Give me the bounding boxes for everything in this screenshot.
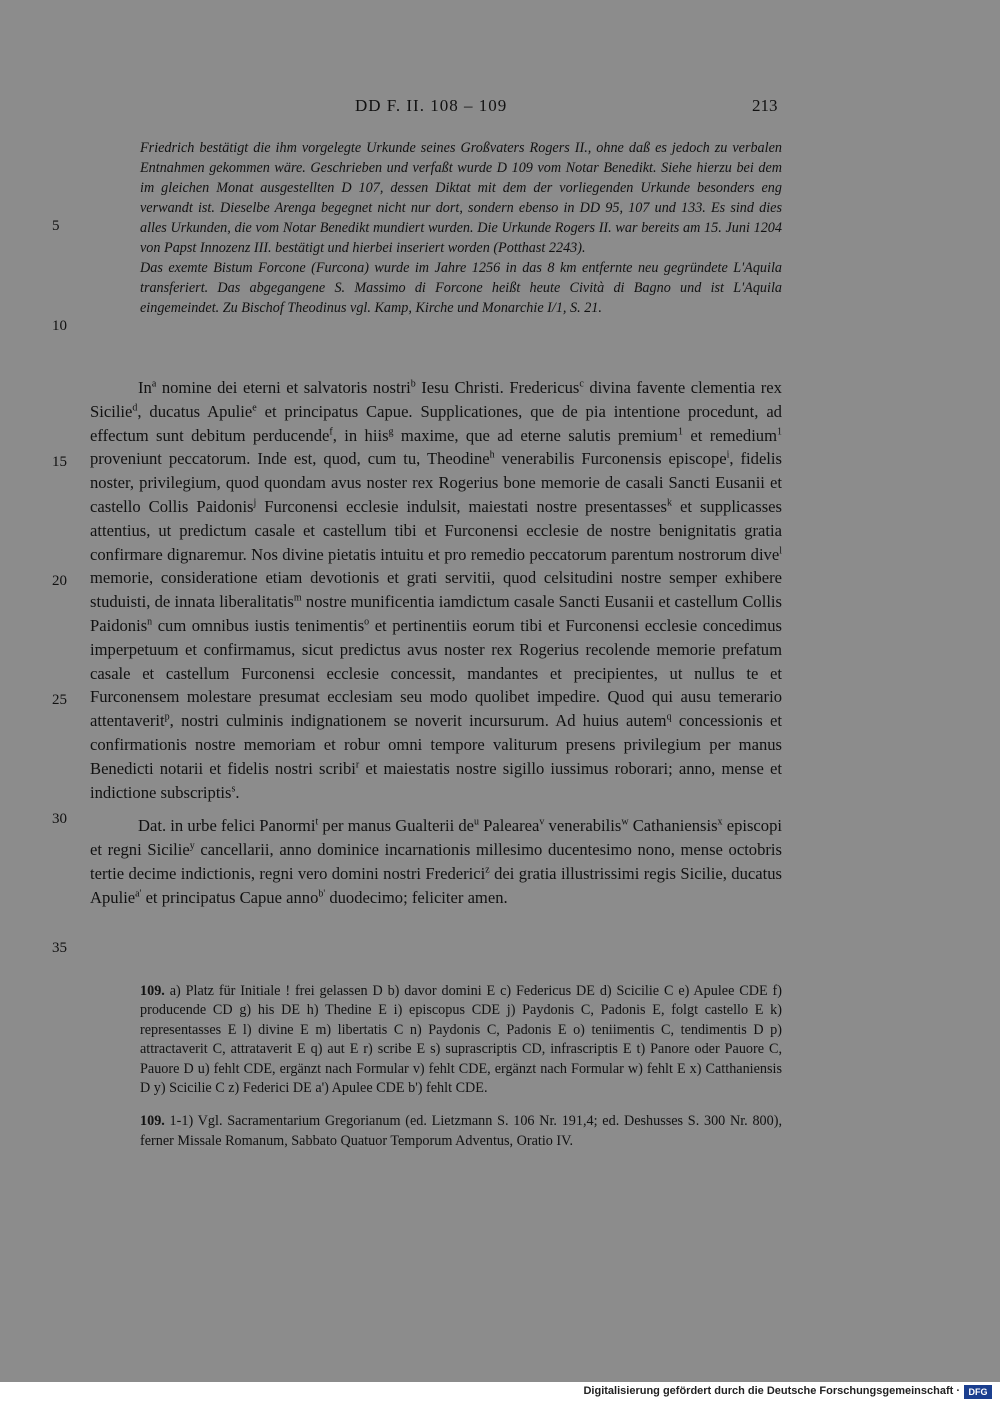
intro-paragraph: Friedrich bestätigt die ihm vorgelegte Urkunde seines Großvaters Rogers II., ohne daß es jedoch zu verbalen Entnahmen gekommen wäre. Geschrieben und verfaßt wurde D 109 vom Notar Benedikt. Siehe hierzu bei dem im gleichen Monat ausgestellten D 107, dessen Diktat mit dem der vorliegenden Urkunde besonders eng verwandt ist. Dieselbe Arenga begegnet nicht nur dort, sondern ebenso in DD 95, 107 und 133. Es sind dies alles Urkunden, die vom Notar Benedikt mundiert wurden. Die Urkunde Rogers II. war bereits am 15. Juni 1204 von Papst Innozenz III. bestätigt und hierbei inseriert worden (Potthast 2243). (140, 140, 782, 256)
line-number-10: 10 (52, 318, 67, 334)
critical-apparatus (140, 982, 782, 1151)
variant-notes: 109. a) Platz für Initiale ! frei gelassen D b) davor domini E c) Federicus DE d) Scicilie C e) Apulee CDE f) producende CD g) his DE h) Thedine E i) episcopus CDE j) Paydonis C, Padonis E, folgt castello E k) representasses E l) divine E m) libertatis C n) Paydonis C, Padonis E o) teniimentis C, tendimentis D p) attractaverit C, attrataverit E q) aut E r) scribe E s) suprascriptis CD, infrascriptis E t) Panore oder Pauore C, Pauore D u) fehlt CDE, ergänzt nach Formular v) fehlt CDE, ergänzt nach Formular w) fehlt E x) Catthaniensis D y) Scicilie C z) Federici DE a') Apulee CDE b') fehlt CDE. (140, 983, 782, 1097)
line-number-30: 30 (52, 811, 67, 827)
line-number-35: 35 (52, 940, 67, 956)
editorial-introduction (140, 138, 782, 318)
footer-bar (0, 1382, 1000, 1402)
line-number-25: 25 (52, 692, 67, 708)
intro-paragraph: Das exemte Bistum Forcone (Furcona) wurde im Jahre 1256 in das 8 km entfernte neu gegründete L'Aquila transferiert. Das abgegangene S. Massimo di Forcone heißt heute Cività di Bagno und ist L'Aquila eingemeindet. Zu Bischof Theodinus vgl. Kamp, Kirche und Monarchie I/1, S. 21. (140, 260, 782, 316)
page-number: 213 (752, 96, 778, 115)
line-number-5: 5 (52, 218, 60, 234)
dfg-logo-icon: DFG (964, 1385, 992, 1399)
running-header (0, 96, 1000, 120)
line-number-20: 20 (52, 573, 67, 589)
funding-credit: Digitalisierung gefördert durch die Deutsche Forschungsgemeinschaft · (583, 1385, 960, 1397)
document-reference: DD F. II. 108 – 109 (355, 96, 508, 115)
charter-text (90, 376, 782, 910)
source-notes: 109. 1-1) Vgl. Sacramentarium Gregorianum (ed. Lietzmann S. 106 Nr. 191,4; ed. Deshusses S. 300 Nr. 800), ferner Missale Romanum, Sabbato Quatuor Temporum Adventus, Oratio IV. (140, 1113, 782, 1149)
charter-body: In$^a$ nomine dei eterni et salvatoris nostri$^b$ Iesu Christi. Fredericus$^c$ divina favente clementia rex Sicilie$^d$, ducatus Apulie$^e$ et principatus Capue. Supplicationes, que de pia intentione procedunt, ad effectum sunt debitum perducende$^f$, in hiis$^g$ maxime, que ad eterne salutis premium$^1$ et remedium$^1$ proveniunt peccatorum. Inde est, quod, cum tu, Theodine$^h$ venerabilis Furconensis episcope$^i$, fidelis noster, privilegium, quod quondam avus noster rex Rogerius bone memorie de casali Sancti Eusanii et castello Collis Paidonis$^j$ Furconensi ecclesie indulsit, maiestati nostre presentasses$^k$ et supplicasses attentius, ut predictum casale et castellum tibi et Furconensi ecclesie de nostre benignitatis gratia confirmare dignaremur. Nos divine pietatis intuitu et pro remedio peccatorum parentum nostrorum dive$^l$ memorie, consideratione etiam devotionis et grati servitii, quod celsitudini nostre semper exhibere studuisti, de innata liberalitatis$^m$ nostre munificentia iamdictum casale Sancti Eusanii et castellum Collis Paidonis$^n$ cum omnibus iustis tenimentis$^o$ et pertinentiis eorum tibi et Furconensi ecclesie concedimus imperpetuum et confirmamus, sicut predictus avus noster rex Rogerius recolende memorie prefatum casale et castellum Furconensi ecclesie concessit, mandantes et precipientes, ut nullus te et Furconensem molestare presumat ecclesiam seu modo quolibet impedire. Quod qui ausu temerario attentaverit$^p$, nostri culminis indignationem se noverit incursurum. Ad huius autem$^q$ concessionis et confirmationis nostre memoriam et robur omni tempore valiturum presens privilegium per manus Benedicti notarii et fidelis nostri scribi$^r$ et maiestatis nostre sigillo iussimus roborari; anno, mense et indictione subscriptis$^s$. (90, 378, 783, 802)
dating-clause: Dat. in urbe felici Panormi$^t$ per manus Gualterii $de^u$ Palearea$^v$ venerabilis$^w$ Cathaniensis$^x$ episcopi et regni Sicilie$^y$ cancellarii, anno dominice incarnationis millesimo ducentesimo nono, mense octobris tertie decime indictionis, regni vero domini nostri Frederici$^z$ dei gratia illustrissimi regis Sicilie, ducatus Apulie$^{a'}$ et principatus Capue anno$^{b'}$ duodecimo; feliciter amen. (90, 816, 783, 907)
line-number-15: 15 (52, 454, 67, 470)
